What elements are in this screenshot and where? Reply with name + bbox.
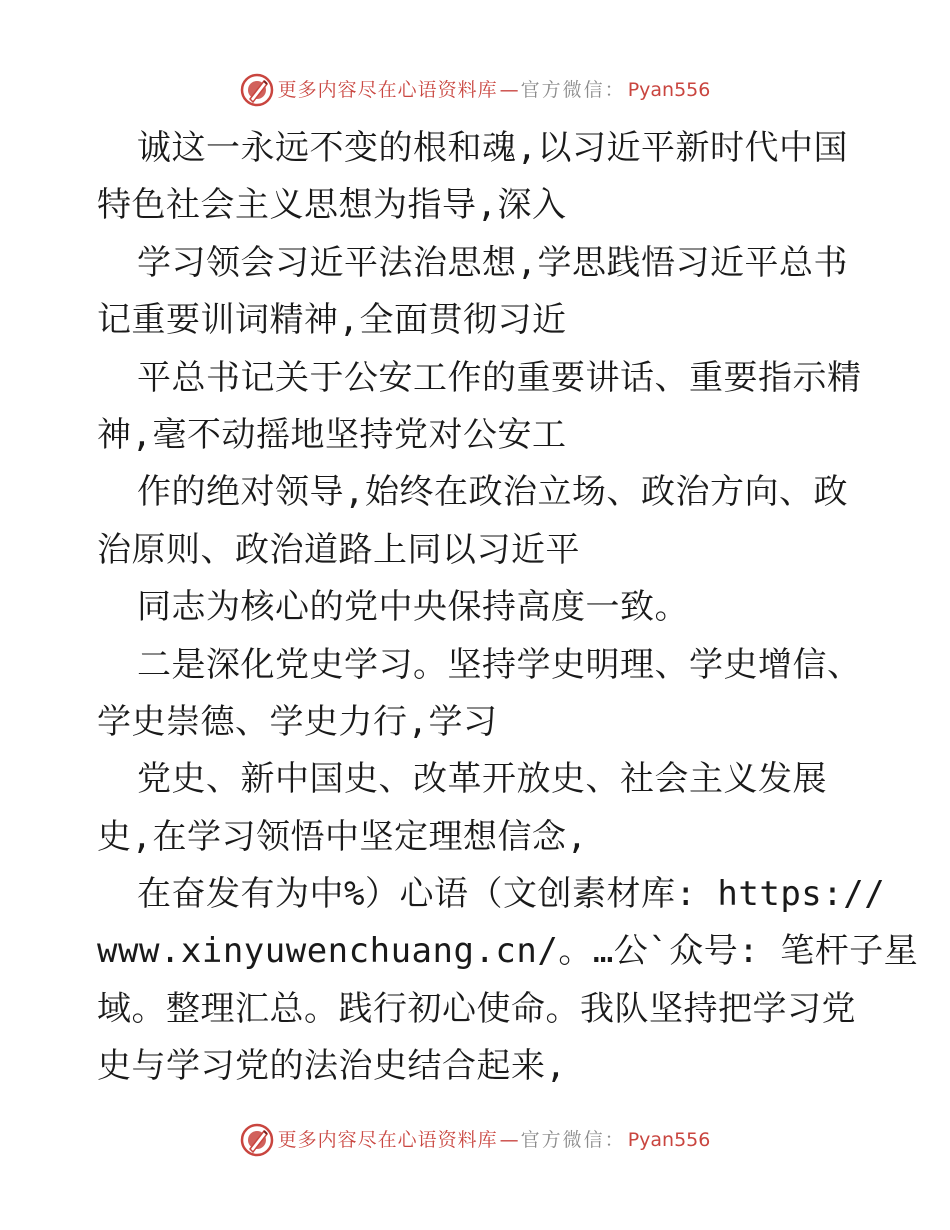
banner-wechat-id: Pyan556 xyxy=(627,79,711,101)
body-line: 史,在学习领悟中坚定理想信念, xyxy=(97,816,588,857)
body-line: 史与学习党的法治史结合起来, xyxy=(97,1046,567,1087)
body-line: 神,毫不动摇地坚持党对公安工 xyxy=(97,414,567,455)
document-body xyxy=(97,120,919,1096)
body-line: 诚这一永远不变的根和魂,以习近平新时代中国 xyxy=(137,128,848,168)
banner-brand-text: 更多内容尽在心语资料库 xyxy=(277,1129,498,1151)
body-line: 学习领会习近平法治思想,学思践悟习近平总书 xyxy=(137,242,848,283)
body-line: 域。整理汇总。践行初心使命。我队坚持把学习党 xyxy=(97,988,856,1029)
pen-logo-icon xyxy=(240,1123,274,1157)
banner-separator: — xyxy=(499,79,519,101)
banner-wechat-label: 官方微信： xyxy=(520,1129,626,1151)
body-line: 党史、新中国史、改革开放史、社会主义发展 xyxy=(137,759,827,800)
body-line: 在奋发有为中%）心语（文创素材库: https:// xyxy=(137,874,886,915)
body-line: 二是深化党史学习。坚持学史明理、学史增信、 xyxy=(137,644,862,685)
body-line: 同志为核心的党中央保持高度一致。 xyxy=(137,587,689,628)
banner-brand-text: 更多内容尽在心语资料库 xyxy=(277,79,498,101)
body-line: 记重要训词精神,全面贯彻习近 xyxy=(97,300,567,341)
banner-wechat-label: 官方微信： xyxy=(520,79,626,101)
body-line: www.xinyuwenchuang.cn/。…公`众号: 笔杆子星 xyxy=(97,931,919,972)
body-line: 治原则、政治道路上同以习近平 xyxy=(97,529,580,570)
body-line: 学史崇德、学史力行,学习 xyxy=(97,701,498,742)
banner-separator: — xyxy=(499,1129,519,1151)
header-watermark-banner xyxy=(0,70,950,110)
body-line: 作的绝对领导,始终在政治立场、政治方向、政 xyxy=(137,472,848,513)
body-line: 平总书记关于公安工作的重要讲话、重要指示精 xyxy=(137,357,862,398)
body-line: 特色社会主义思想为指导,深入 xyxy=(97,185,567,226)
pen-logo-icon xyxy=(240,73,274,107)
footer-watermark-banner xyxy=(0,1120,950,1160)
banner-wechat-id: Pyan556 xyxy=(627,1129,711,1151)
